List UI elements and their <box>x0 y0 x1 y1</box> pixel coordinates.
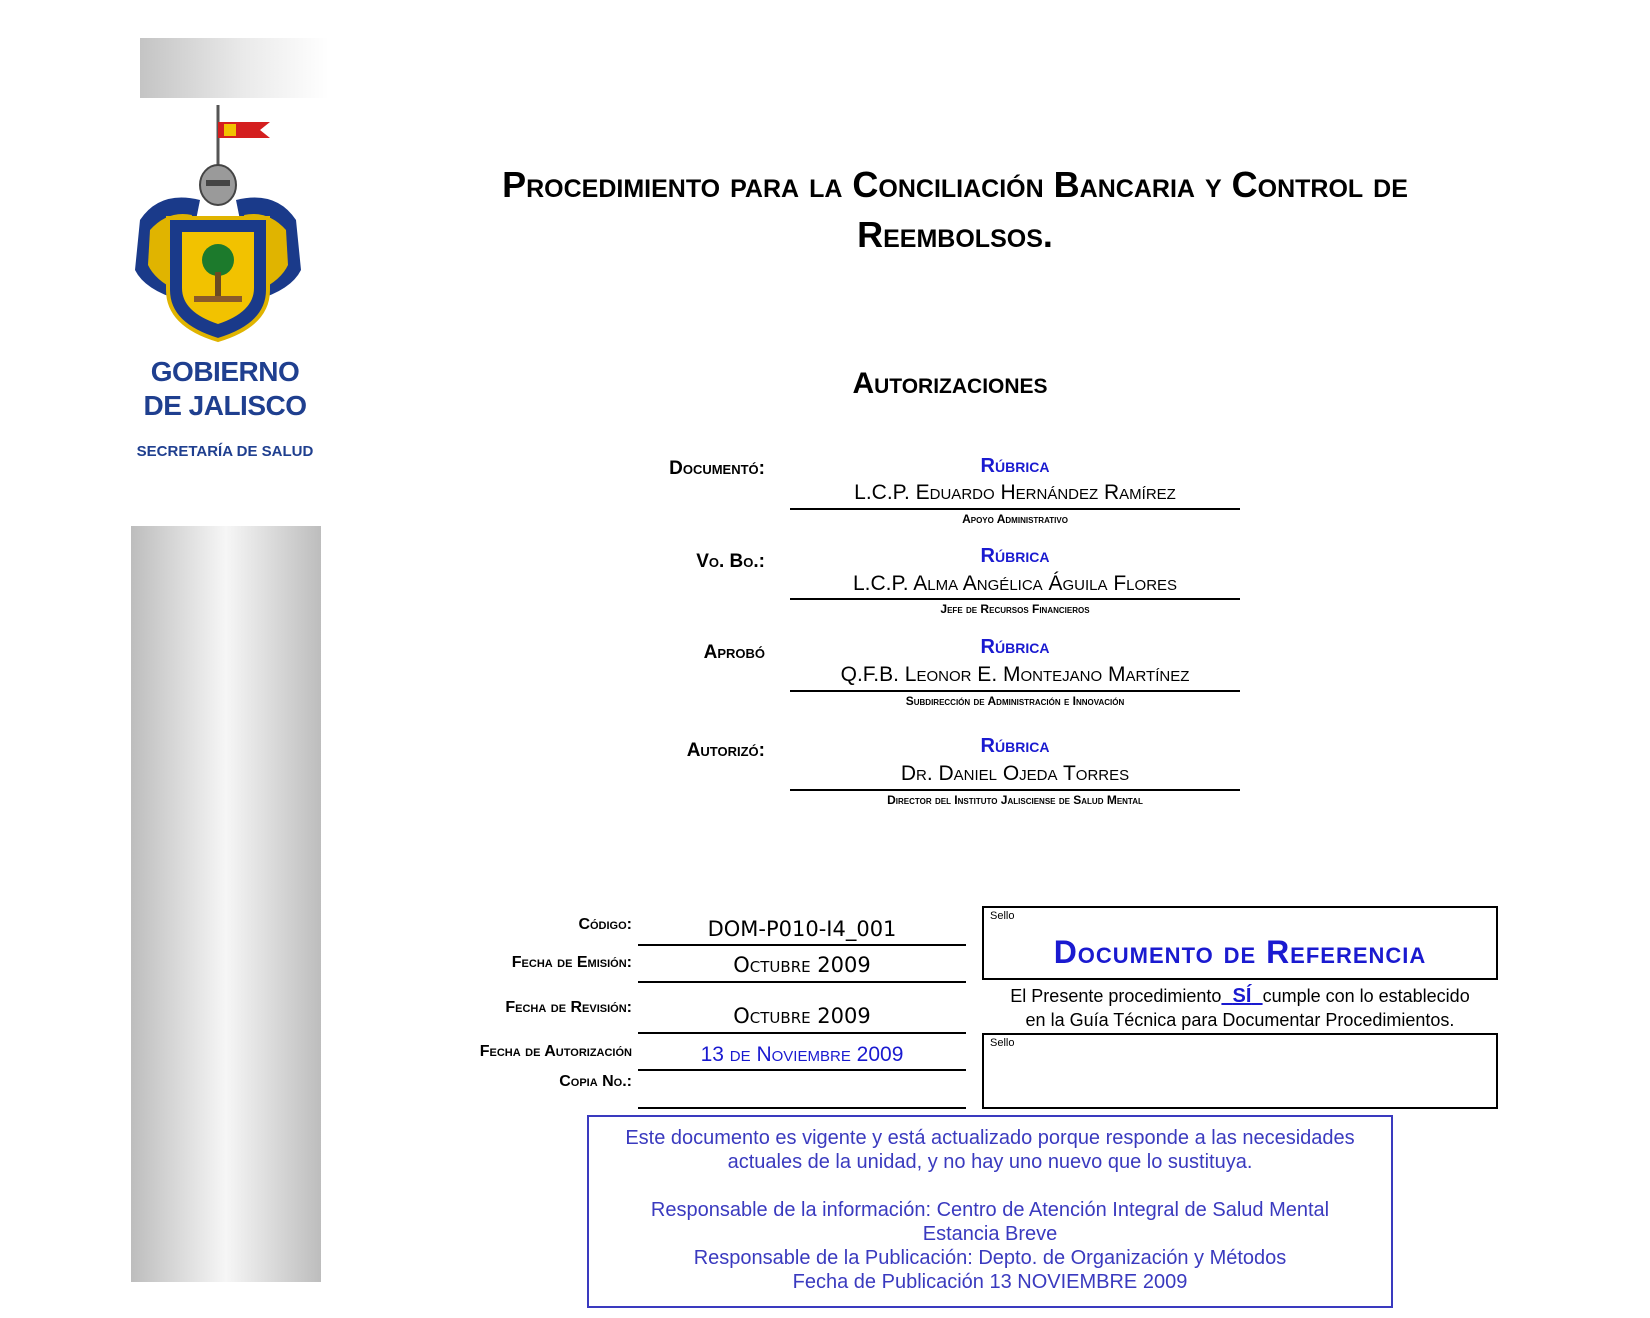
note-line: Estancia Breve <box>922 1223 1058 1245</box>
gov-line-1: GOBIERNO <box>150 356 300 387</box>
fecha-emision-value: Octubre 2009 <box>733 953 871 977</box>
fecha-autorizacion-label: Fecha de Autorización <box>479 1043 632 1060</box>
fecha-emision-line <box>638 981 966 983</box>
signature-name: L.C.P. Eduardo Hernández Ramírez <box>854 481 1176 504</box>
compliance-line-2: en la Guía Técnica para Documentar Procedimientos. <box>1025 1010 1455 1030</box>
signature-line <box>790 598 1240 600</box>
note-spacer <box>589 1174 1391 1198</box>
signature-role: Jefe de Recursos Financieros <box>940 602 1090 616</box>
title-line-1: Procedimiento para la Conciliación Bancaria y Control de <box>502 164 1408 205</box>
compliance-post: cumple con lo establecido <box>1262 986 1470 1006</box>
signature-rubrica: Rúbrica <box>980 636 1050 658</box>
signature-label: Documentó: <box>669 458 765 479</box>
sello-label: Sello <box>990 910 1015 922</box>
codigo-label: Código: <box>578 916 632 933</box>
signature-label: Vo. Bo.: <box>696 551 765 572</box>
gov-line-2: DE JALISCO <box>143 390 307 421</box>
copia-label: Copia No.: <box>559 1073 632 1090</box>
signature-rubrica: Rúbrica <box>980 455 1050 477</box>
signature-line <box>790 508 1240 510</box>
signature-label: Aprobó <box>703 642 765 663</box>
signature-rubrica: Rúbrica <box>980 545 1050 567</box>
fecha-revision-value: Octubre 2009 <box>733 1004 871 1028</box>
section-title: Autorizaciones <box>852 367 1048 400</box>
fecha-revision-label: Fecha de Revisión: <box>505 999 632 1016</box>
signature-role: Director del Instituto Jalisciense de Salud Mental <box>887 793 1143 807</box>
side-decor-bar <box>131 526 321 1282</box>
fecha-emision-label: Fecha de Emisión: <box>511 954 632 971</box>
sello-label-2: Sello <box>990 1037 1015 1049</box>
signature-label: Autorizó: <box>686 740 765 761</box>
signature-role: Subdirección de Administración e Innovación <box>905 694 1125 708</box>
signature-name: Q.F.B. Leonor E. Montejano Martínez <box>840 663 1190 686</box>
compliance-statement <box>982 984 1498 1032</box>
signature-role: Apoyo Administrativo <box>962 512 1068 526</box>
header-decor-bar <box>140 38 329 98</box>
fecha-autorizacion-line <box>638 1069 966 1071</box>
note-line: Responsable de la Publicación: Depto. de Organización y Métodos <box>693 1247 1287 1269</box>
title-line-2: Reembolsos. <box>857 214 1053 255</box>
fecha-autorizacion-value: 13 de Noviembre 2009 <box>700 1043 904 1066</box>
validity-note <box>587 1115 1393 1308</box>
note-line: actuales de la unidad, y no hay uno nuevo que lo sustituya. <box>727 1151 1253 1173</box>
compliance-si-text: SÍ <box>1232 985 1252 1007</box>
stamp-box-bottom <box>982 1033 1498 1109</box>
jalisco-coat-of-arms-icon <box>120 100 310 350</box>
compliance-line-1 <box>982 984 1498 1008</box>
signature-line <box>790 789 1240 791</box>
compliance-si <box>1221 985 1262 1007</box>
signature-name: Dr. Daniel Ojeda Torres <box>900 762 1130 785</box>
compliance-pre: El Presente procedimiento <box>1010 986 1222 1006</box>
codigo-value: DOM-P010-I4_001 <box>707 917 897 941</box>
note-line: Este documento es vigente y está actualizado porque responde a las necesidades <box>625 1127 1355 1149</box>
signature-rubrica: Rúbrica <box>980 735 1050 757</box>
secretaria-name: SECRETARÍA DE SALUD <box>136 443 314 460</box>
government-name <box>110 355 340 423</box>
note-line: Responsable de la información: Centro de Atención Integral de Salud Mental <box>650 1199 1330 1221</box>
note-line: Fecha de Publicación 13 NOVIEMBRE 2009 <box>792 1271 1188 1293</box>
fecha-revision-line <box>638 1032 966 1034</box>
document-title <box>360 160 1550 260</box>
signature-line <box>790 690 1240 692</box>
copia-line <box>638 1107 966 1109</box>
reference-title: Documento de Referencia <box>1053 934 1427 970</box>
signature-name: L.C.P. Alma Angélica Águila Flores <box>852 572 1178 595</box>
codigo-line <box>638 944 966 946</box>
